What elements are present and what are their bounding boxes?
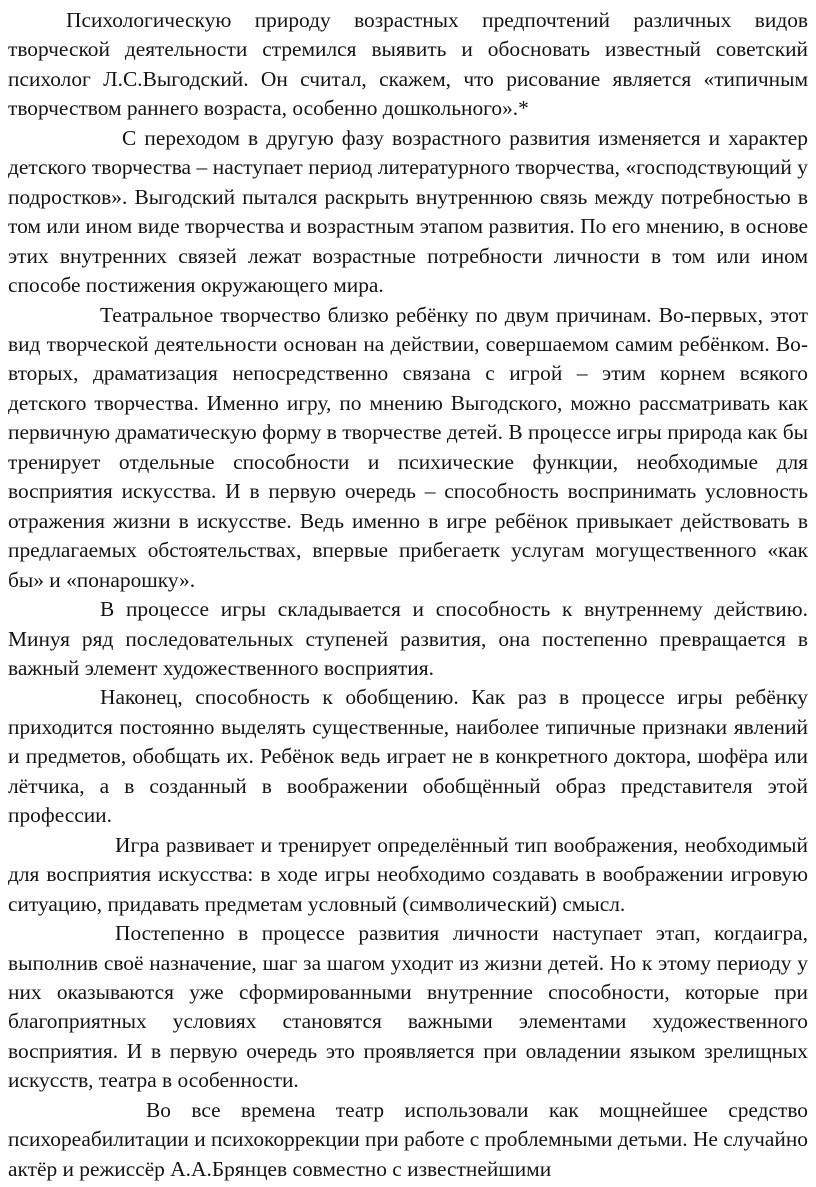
paragraph-literary-creativity: С переходом в другую фазу возрастного развития изменяется и характер детского творчества – наступает период литературного творчества, «господствующий у подростков». Выгодский пытался раскрыть внутреннюю связь между потребностью в том или ином виде творчества и возрастным этапом развития. По его мнению, в основе этих внутренних связей лежат возрастные потребности личности в том или ином способе постижения окружающего мира. [8, 125, 808, 298]
paragraph-theatre-therapy: Во все времена театр использовали как мощнейшее средство психореабилитации и психокоррекции при работе с проблемными детьми. Не случайно актёр и режиссёр А.А.Брянцев совместно с известнейшими [8, 1097, 808, 1181]
paragraph-inner-action: В процессе игры складывается и способность к внутреннему действию. Минуя ряд последовательных ступеней развития, она постепенно превращается в важный элемент художественного восприятия. [8, 597, 808, 680]
paragraph-vygotsky-intro: Психологическую природу возрастных предпочтений различных видов творческой деятельности стремился выявить и обосновать известный советский психолог Л.С.Выгодский. Он считал, скажем, что рисование является «типичным творчеством раннего возраста, особенно дошкольного».* [8, 8, 808, 121]
paragraph-development-stage: Постепенно в процессе развития личности наступает этап, когдаигра, выполнив своё назначение, шаг за шагом уходит из жизни детей. Но к этому периоду у них оказываются уже сформированными внутренние способности, которые при благоприятных условиях становятся важными элементами художественного восприятия. И в первую очередь это проявляется при овладении языком зрелищных искусств, театра в особенности. [8, 921, 808, 1093]
document-page [8, 6, 808, 1184]
paragraph-theatrical-creativity: Театральное творчество близко ребёнку по двум причинам. Во-первых, этот вид творческой деятельности основан на действии, совершаемом самим ребёнком. Во-вторых, драматизация непосредственно связана с игрой – этим корнем всякого детского творчества. Именно игру, по мнению Выгодского, можно рассматривать как первичную драматическую форму в творчестве детей. В процессе игры природа как бы тренирует отдельные способности и психические функции, необходимые для восприятия искусства. И в первую очередь – способность воспринимать условность отражения жизни в искусстве. Ведь именно в игре ребёнок привыкает действовать в предлагаемых обстоятельствах, впервые прибегаетк услугам могущественного «как бы» и «понарошку». [8, 302, 808, 592]
paragraph-imagination: Игра развивает и тренирует определённый тип воображения, необходимый для восприятия искусства: в ходе игры необходимо создавать в воображении игровую ситуацию, придавать предметам условный (символический) смысл. [8, 832, 808, 916]
paragraph-generalization: Наконец, способность к обобщению. Как раз в процессе игры ребёнку приходится постоянно выделять существенные, наиболее типичные признаки явлений и предметов, обобщать их. Ребёнок ведь играет не в конкретного доктора, шофёра или лётчика, а в созданный в воображении обобщённый образ представителя этой профессии. [8, 685, 808, 828]
